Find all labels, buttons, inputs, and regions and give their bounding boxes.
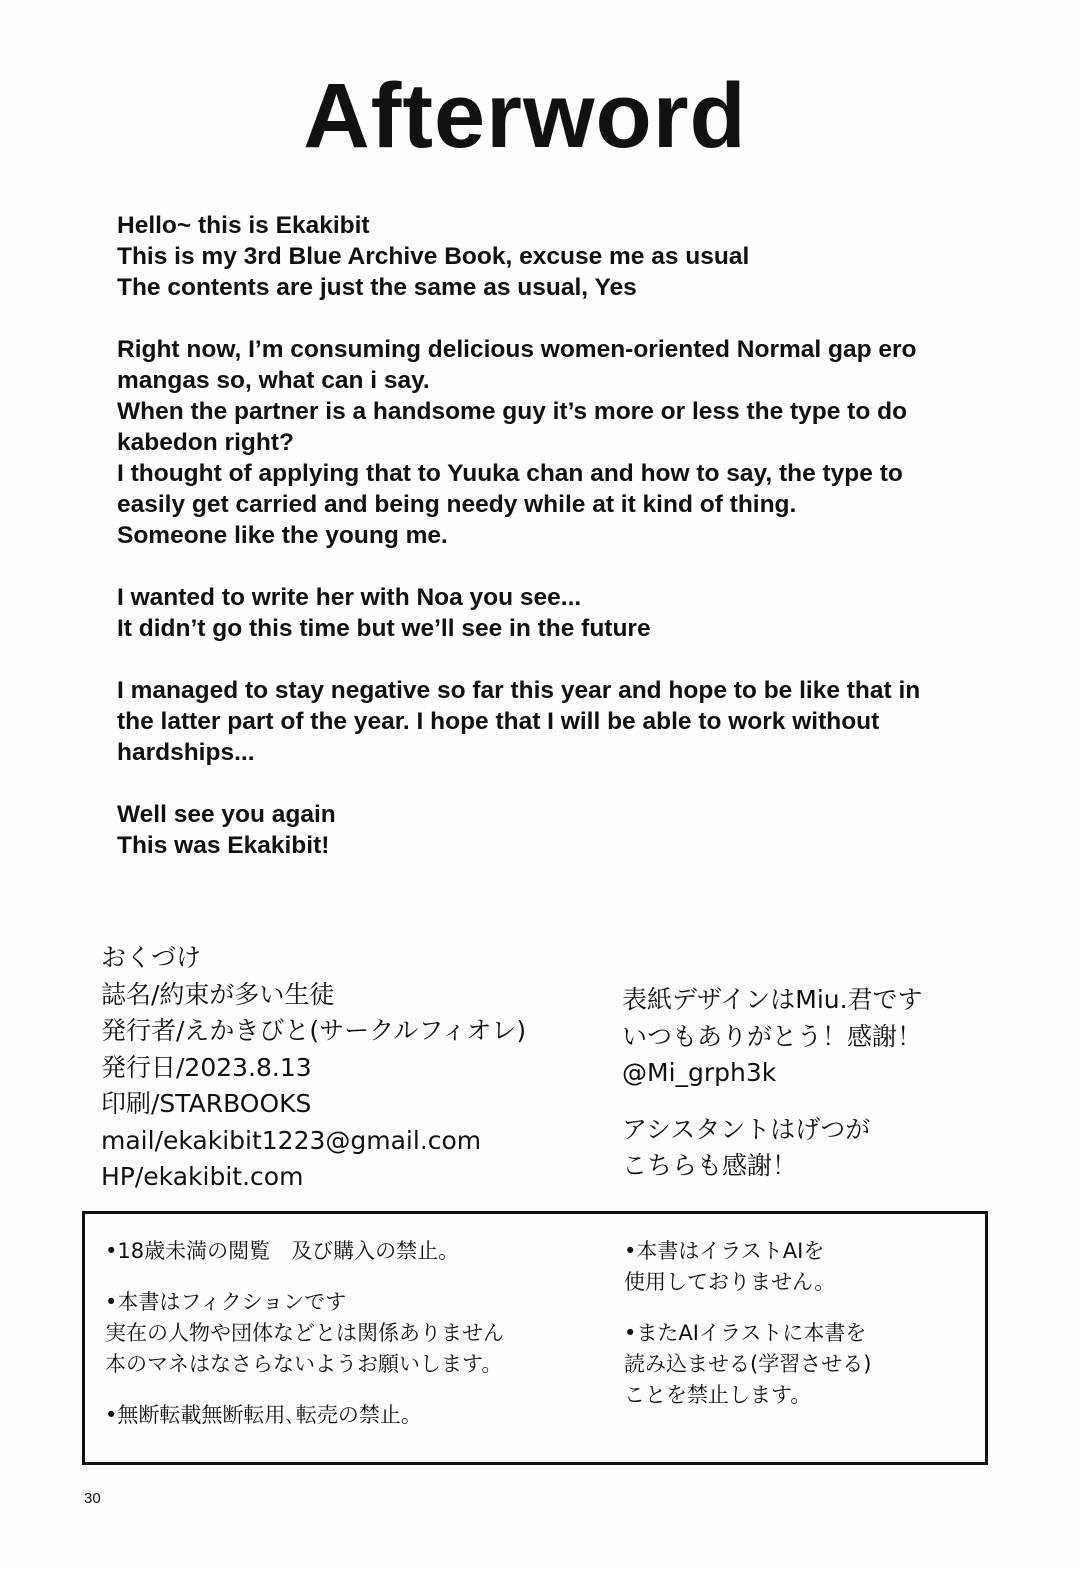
page-title: Afterword — [303, 65, 747, 167]
colophon-homepage: HP/ekakibit.com — [101, 1162, 304, 1191]
notice-line: 読み込ませる(学習させる) — [624, 1352, 872, 1376]
notice-line: •無断転載無断転用､転売の禁止。 — [105, 1403, 422, 1427]
afterword-line: easily get carried and being needy while at it kind of thing. — [117, 491, 797, 518]
colophon-printer: 印刷/STARBOOKS — [101, 1089, 312, 1118]
colophon-title: 誌名/約束が多い生徒 — [101, 979, 335, 1009]
cover-handle: @Mi_grph3k — [622, 1058, 777, 1087]
notice-column-left — [105, 1236, 504, 1451]
afterword-paragraph — [117, 582, 1017, 644]
notice-box — [82, 1211, 988, 1465]
afterword-line: This was Ekakibit! — [117, 832, 330, 859]
colophon-mail: mail/ekakibit1223@gmail.com — [101, 1125, 482, 1155]
credits — [622, 982, 923, 1185]
afterword-line: Someone like the young me. — [117, 522, 448, 549]
notice-line: 使用しておりません。 — [624, 1270, 836, 1294]
notice-line: •またAIイラストに本書を — [624, 1321, 867, 1345]
afterword-line: When the partner is a handsome guy it’s more or less the type to do — [117, 398, 908, 425]
afterword-paragraph — [117, 334, 1017, 551]
afterword-line: This is my 3rd Blue Archive Book, excuse me as usual — [117, 243, 750, 270]
afterword-line: I managed to stay negative so far this year and hope to be like that in — [117, 677, 921, 704]
notice-no-ai — [624, 1236, 871, 1298]
notice-line: •18歳未満の閲覧 及び購入の禁止。 — [105, 1239, 460, 1263]
afterword-line: Well see you again — [117, 801, 336, 828]
notice-age — [105, 1236, 504, 1267]
afterword-line: the latter part of the year. I hope that I will be able to work without — [117, 708, 880, 735]
afterword-paragraph — [117, 210, 1017, 303]
assistant-thanks: こちらも感謝！ — [622, 1151, 798, 1180]
colophon — [101, 940, 526, 1196]
afterword-line: I thought of applying that to Yuuka chan and how to say, the type to — [117, 460, 903, 487]
afterword-line: Hello~ this is Ekakibit — [117, 212, 370, 239]
afterword-line: I wanted to write her with Noa you see... — [117, 584, 582, 611]
notice-line: 本のマネはなさらないようお願いします。 — [105, 1352, 503, 1376]
spacer — [622, 1092, 923, 1112]
cover-credit: 表紙デザインはMiu.君です — [622, 985, 923, 1014]
afterword-line: kabedon right? — [117, 429, 294, 456]
notice-line: •本書はフィクションです — [105, 1290, 347, 1314]
notice-fiction — [105, 1287, 504, 1380]
afterword-line: hardships... — [117, 739, 255, 766]
afterword-line: It didn’t go this time but we’ll see in the future — [117, 615, 651, 642]
colophon-publisher: 発行者/えかきびと(サークルフィオレ) — [101, 1016, 527, 1045]
notice-line: ことを禁止します。 — [624, 1383, 812, 1407]
notice-reprint — [105, 1400, 504, 1431]
assistant-credit: アシスタントはげつが — [622, 1114, 871, 1144]
notice-no-training — [624, 1318, 871, 1411]
afterword-line: The contents are just the same as usual, Yes — [117, 274, 637, 301]
page-number: 30 — [84, 1490, 101, 1507]
afterword-line: mangas so, what can i say. — [117, 367, 430, 394]
notice-line: 実在の人物や団体などとは関係ありません — [105, 1321, 504, 1345]
afterword-line: Right now, I’m consuming delicious women-oriented Normal gap ero — [117, 336, 917, 363]
colophon-heading: おくづけ — [101, 943, 202, 972]
afterword-paragraph — [117, 799, 1017, 861]
notice-column-right — [624, 1236, 871, 1431]
notice-line: •本書はイラストAIを — [624, 1239, 825, 1263]
colophon-date: 発行日/2023.8.13 — [101, 1052, 312, 1082]
cover-thanks: いつもありがとう！感謝！ — [622, 1021, 923, 1051]
afterword-paragraph — [117, 675, 1017, 768]
afterword-body — [117, 210, 1017, 892]
